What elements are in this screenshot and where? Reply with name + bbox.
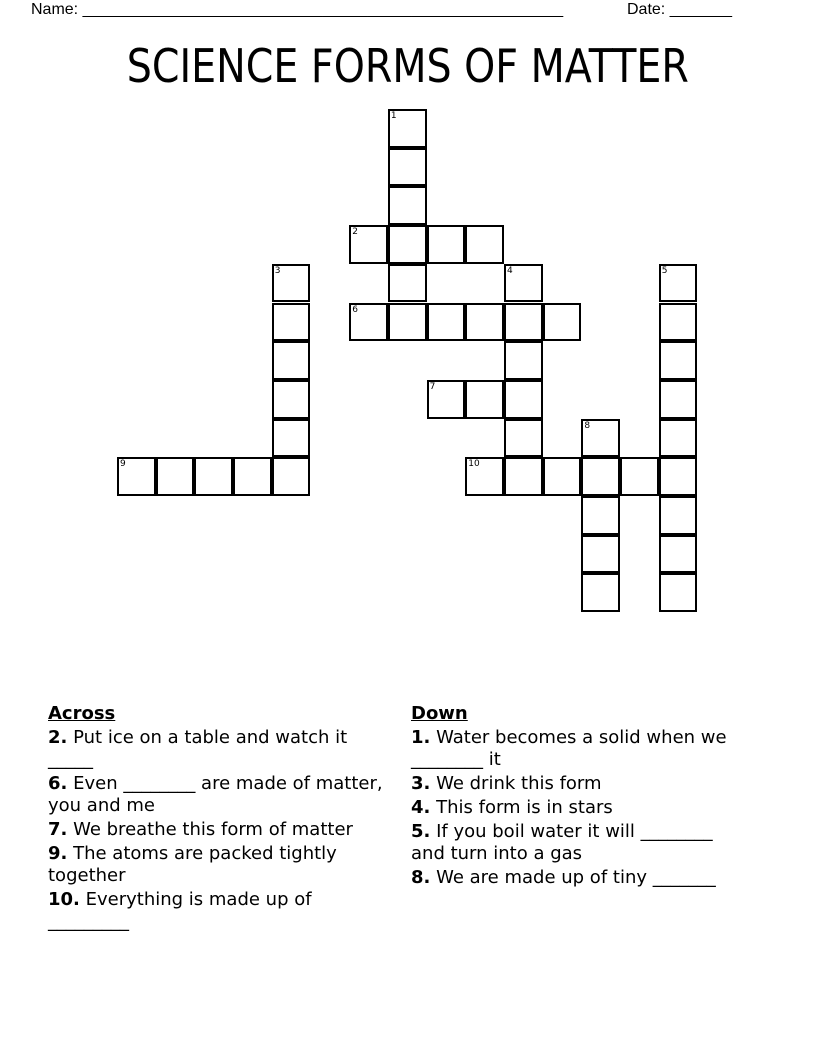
- grid-cell[interactable]: [581, 419, 620, 458]
- grid-cell[interactable]: [272, 303, 311, 342]
- grid-cell[interactable]: [620, 457, 659, 496]
- grid-cell[interactable]: [272, 264, 311, 303]
- grid-cell[interactable]: [349, 303, 388, 342]
- down-clue: 8. We are made up of tiny _______: [411, 867, 716, 888]
- grid-cell[interactable]: [388, 186, 427, 225]
- grid-cell[interactable]: [659, 535, 698, 574]
- grid-cell[interactable]: [659, 264, 698, 303]
- grid-cell[interactable]: [388, 264, 427, 303]
- grid-cell[interactable]: [427, 303, 466, 342]
- grid-cell[interactable]: [504, 457, 543, 496]
- down-clue: 1. Water becomes a solid when we ________ it: [411, 727, 727, 770]
- down-clue: 4. This form is in stars: [411, 797, 613, 818]
- grid-cell[interactable]: [581, 496, 620, 535]
- name-field-label: Name: ______________________________________________________: [31, 1, 564, 18]
- grid-cell[interactable]: [581, 573, 620, 612]
- clue-number: 10: [468, 459, 480, 470]
- grid-cell[interactable]: [427, 380, 466, 419]
- grid-cell[interactable]: [117, 457, 156, 496]
- grid-cell[interactable]: [272, 341, 311, 380]
- grid-cell[interactable]: [659, 496, 698, 535]
- across-clue: 10. Everything is made up of _________: [48, 889, 312, 932]
- grid-cell[interactable]: [465, 380, 504, 419]
- grid-cell[interactable]: [388, 303, 427, 342]
- date-field-label: Date: _______: [627, 1, 732, 18]
- grid-cell[interactable]: [272, 457, 311, 496]
- down-clue: 3. We drink this form: [411, 773, 602, 794]
- grid-cell[interactable]: [581, 535, 620, 574]
- grid-cell[interactable]: [659, 380, 698, 419]
- grid-cell[interactable]: [504, 419, 543, 458]
- page-title: [0, 36, 816, 96]
- grid-cell[interactable]: [659, 341, 698, 380]
- grid-cell[interactable]: [156, 457, 195, 496]
- clue-number: 1: [390, 111, 397, 121]
- grid-cell[interactable]: [194, 457, 233, 496]
- across-clue: 2. Put ice on a table and watch it _____: [48, 727, 348, 770]
- grid-cell[interactable]: [504, 264, 543, 303]
- grid-cell[interactable]: [388, 109, 427, 148]
- grid-cell[interactable]: [388, 148, 427, 187]
- clue-number: 3: [274, 265, 281, 276]
- clue-number: 5: [661, 265, 668, 276]
- across-clues: [48, 703, 393, 935]
- grid-cell[interactable]: [659, 457, 698, 496]
- clue-number: 2: [352, 227, 358, 238]
- grid-cell[interactable]: [504, 341, 543, 380]
- grid-cell[interactable]: [465, 303, 504, 342]
- clue-number: 7: [429, 381, 436, 392]
- clue-number: 6: [352, 304, 358, 315]
- grid-cell[interactable]: [581, 457, 620, 496]
- grid-cell[interactable]: [272, 380, 311, 419]
- page-title-text: SCIENCE FORMS OF MATTER: [126, 39, 690, 93]
- grid-cell[interactable]: [272, 419, 311, 458]
- grid-cell[interactable]: [504, 380, 543, 419]
- grid-cell[interactable]: [659, 573, 698, 612]
- grid-cell[interactable]: [543, 303, 582, 342]
- across-clue: 9. The atoms are packed tightly together: [48, 843, 337, 886]
- grid-cell[interactable]: [465, 225, 504, 264]
- grid-cell[interactable]: [659, 303, 698, 342]
- across-heading: Across: [48, 703, 116, 724]
- grid-cell[interactable]: [233, 457, 272, 496]
- clue-number: 8: [584, 420, 591, 431]
- across-clue: 6. Even ________ are made of matter, you and me: [48, 773, 383, 816]
- grid-cell[interactable]: [427, 225, 466, 264]
- down-clue: 5. If you boil water it will ________ and turn into a gas: [411, 821, 713, 864]
- grid-cell[interactable]: [465, 457, 504, 496]
- grid-cell[interactable]: [543, 457, 582, 496]
- clue-number: 4: [507, 265, 513, 276]
- clue-number: 9: [120, 459, 126, 470]
- grid-cell[interactable]: [659, 419, 698, 458]
- down-clues: [411, 703, 751, 891]
- grid-cell[interactable]: [349, 225, 388, 264]
- grid-cell[interactable]: [504, 303, 543, 342]
- down-heading: Down: [411, 703, 468, 724]
- grid-cell[interactable]: [388, 225, 427, 264]
- across-clue: 7. We breathe this form of matter: [48, 819, 353, 840]
